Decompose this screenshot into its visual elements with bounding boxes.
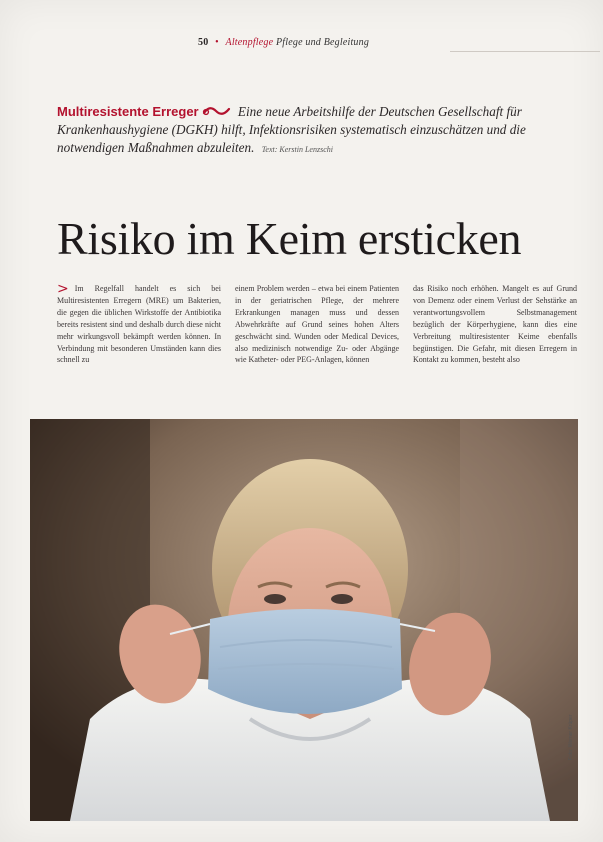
column-1 [57, 283, 221, 366]
article-columns [57, 283, 577, 366]
running-header [198, 37, 369, 48]
teaser-kicker: Multiresistente Erreger [57, 104, 199, 119]
arrow-icon: > [57, 281, 69, 297]
teaser [57, 103, 577, 159]
header-subsection: Pflege und Begleitung [275, 37, 370, 48]
article-headline: Risiko im Keim ersticken [57, 213, 522, 264]
header-section: Altenpflege [225, 37, 274, 48]
article-photo [30, 419, 578, 821]
teaser-text: Eine neue Arbeitshilfe der Deutschen Gesellschaft für Krankenhaushygiene (DGKH) hilft, Infektionsrisiken systematisch einzuschätzen und die notwendigen Maßnahmen abzuleiten. [57, 104, 526, 155]
column-3 [413, 283, 577, 366]
germ-icon [202, 105, 232, 117]
header-separator: • [215, 37, 219, 48]
photo-illustration [30, 419, 578, 821]
column-text: einem Problem werden – etwa bei einem Patienten in der geriatrischen Pflege, der mehrere Erkrankungen managen muss und dessen Abwehrkräfte auf Grund seines hohen Alters geschwächt sind. Wunden oder Medical Devices, also medizinisch notwendige Zu- oder Abgänge wie Katheter- oder PEG-Anlagen, können [235, 284, 399, 365]
header-rule [450, 51, 600, 52]
column-2 [235, 283, 399, 366]
photo-credit: Foto: Werner Krüper [568, 714, 574, 760]
teaser-credit: Text: Kerstin Lenzschi [261, 145, 333, 154]
column-text: das Risiko noch erhöhen. Mangelt es auf Grund von Demenz oder einem Verlust der Sehstärke an verantwortungsvollem Selbstmanagement bezüglich der Körperhygiene, kann dies eine Verbreitung multiresistenter Keime ebenfalls begünstigen. Die Gefahr, mit diesen Erregern in Kontakt zu kommen, besteht also [413, 284, 577, 365]
page-number: 50 [198, 37, 209, 48]
column-text: Im Regelfall handelt es sich bei Multiresistenten Erregern (MRE) um Bakterien, die gegen die üblichen Wirkstoffe der Antibiotika bereits resistent sind und deshalb durch diese nicht mehr wirkungsvoll bekämpft werden können. In Verbindung mit besonderen Umständen kann dies schnell zu [57, 284, 221, 365]
